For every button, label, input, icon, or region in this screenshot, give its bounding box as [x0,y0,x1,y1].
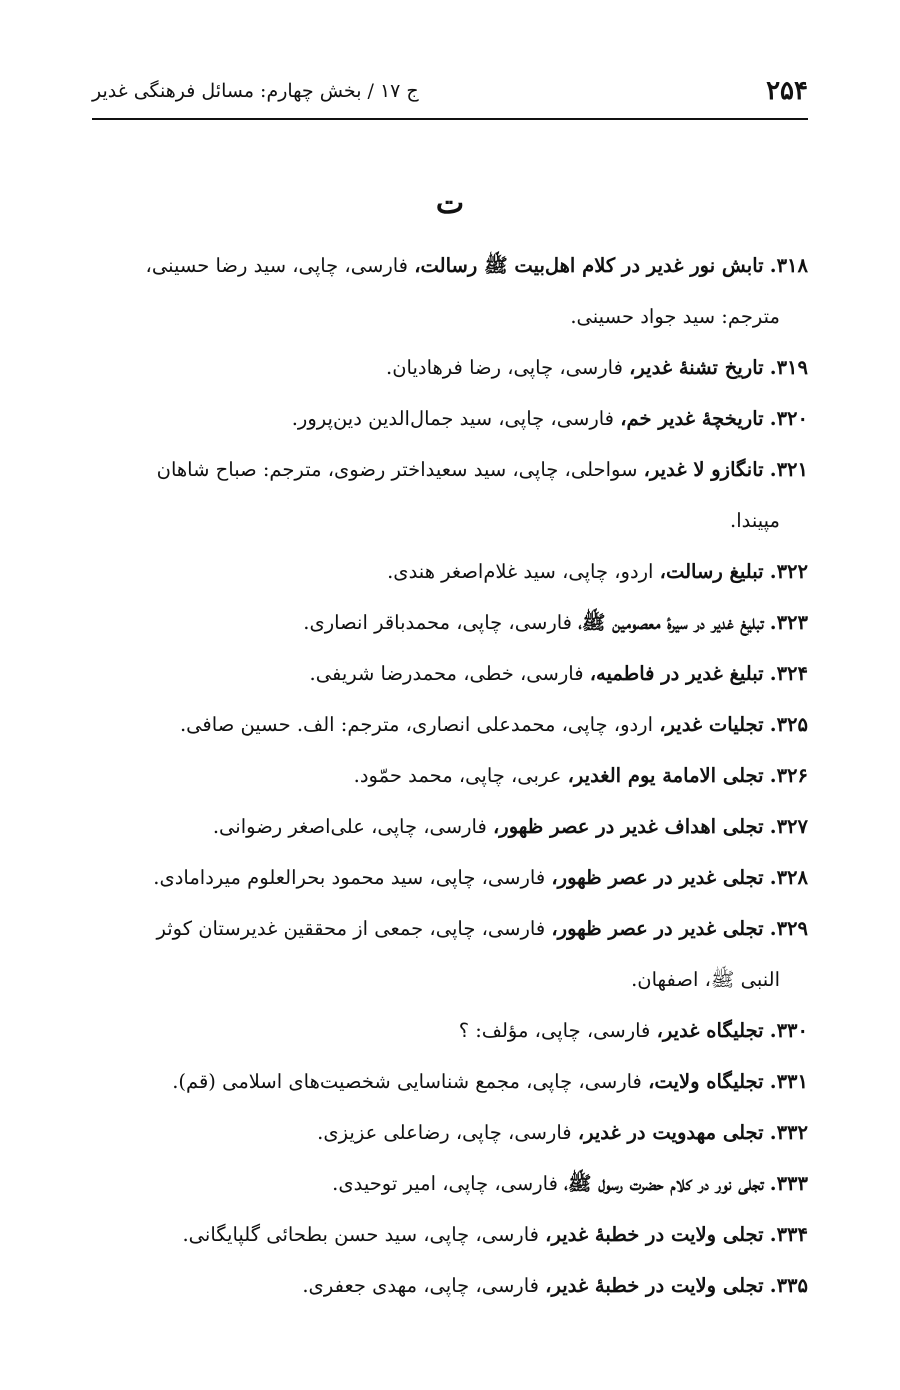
entry-333 [92,1158,808,1209]
entry-number: ۳۳۴. [769,1223,808,1246]
page-number: ۲۵۴ [766,76,808,106]
entry-number: ۳۲۱. [769,458,808,481]
running-title: ج ۱۷ / بخش چهارم: مسائل فرهنگی غدیر [92,80,419,102]
entry-326 [92,750,808,801]
entry-number: ۳۱۹. [769,356,808,379]
entry-number: ۳۲۲. [769,560,808,583]
entry-details: فارسی، چاپی، سید محمود بحرالعلوم میردامادی. [153,866,552,889]
entry-334 [92,1209,808,1260]
entry-number: ۳۲۹. [769,917,808,940]
entry-330 [92,1005,808,1056]
entry-number: ۳۳۲. [769,1121,808,1144]
entry-324 [92,648,808,699]
entry-title: تانگازو لا غدیر، [643,458,764,481]
entry-details: فارسی، چاپی، مؤلف: ؟ [458,1019,657,1042]
entry-title: تبلیغ غدیر در سیرهٔ معصومین ﷺ، [578,611,764,634]
entry-325 [92,699,808,750]
entry-328 [92,852,808,903]
entry-details: فارسی، چاپی، محمدباقر انصاری. [303,611,579,634]
entry-title: تجلی نور در کلام حضرت رسول ﷺ، [564,1172,764,1195]
entry-details: اردو، چاپی، سید غلام‌اصغر هندی. [387,560,660,583]
entry-332 [92,1107,808,1158]
entry-details: فارسی، چاپی، امیر توحیدی. [332,1172,565,1195]
entry-number: ۳۳۵. [769,1274,808,1297]
entry-number: ۳۲۷. [769,815,808,838]
entry-continuation: مپیندا. [730,509,780,532]
entry-number: ۳۲۶. [769,764,808,787]
entry-title: تجلی اهداف غدیر در عصر ظهور، [493,815,764,838]
entry-title: تجلی ولایت در خطبهٔ غدیر، [545,1274,764,1297]
entry-details: فارسی، چاپی، سید جمال‌الدین دین‌پرور. [291,407,621,430]
page-header [92,72,808,120]
entry-title: تجلیگاه ولایت، [648,1070,764,1093]
entry-number: ۳۳۳. [769,1172,808,1195]
entry-329 [92,903,808,1005]
entry-title: تجلیات غدیر، [659,713,764,736]
entry-number: ۳۲۳. [769,611,808,634]
entry-327 [92,801,808,852]
entry-details: سواحلی، چاپی، سید سعیداختر رضوی، مترجم: صباح شاهان [156,458,644,481]
entry-335 [92,1260,808,1311]
entry-number: ۳۱۸. [769,254,808,277]
entry-details: فارسی، چاپی، علی‌اصغر رضوانی. [212,815,494,838]
entry-continuation: النبی ﷺ، اصفهان. [631,968,780,991]
entry-title: تجلیگاه غدیر، [656,1019,764,1042]
entry-details: فارسی، چاپی، سید حسن بطحائی گلپایگانی. [182,1223,546,1246]
entry-details: فارسی، چاپی، مجمع شناسایی شخصیت‌های اسلامی (قم). [172,1070,649,1093]
entry-323 [92,597,808,648]
entry-321 [92,444,808,546]
entry-title: تجلی مهدویت در غدیر، [577,1121,764,1144]
entry-331 [92,1056,808,1107]
entry-number: ۳۲۰. [769,407,808,430]
entry-number: ۳۳۰. [769,1019,808,1042]
entry-number: ۳۲۵. [769,713,808,736]
entry-details: عربی، چاپی، محمد حمّود. [353,764,568,787]
entry-title: تبلیغ غدیر در فاطمیه، [589,662,764,685]
entry-details: فارسی، چاپی، مهدی جعفری. [302,1274,546,1297]
entry-details: اردو، چاپی، محمدعلی انصاری، مترجم: الف. حسین صافی. [179,713,660,736]
entry-details: فارسی، چاپی، رضا فرهادیان. [386,356,630,379]
entry-title: تجلی غدیر در عصر ظهور، [551,917,764,940]
entry-title: تجلی ولایت در خطبهٔ غدیر، [545,1223,764,1246]
entry-title: تاریخ تشنهٔ غدیر، [629,356,764,379]
entry-322 [92,546,808,597]
entry-318 [92,240,808,342]
entry-details: فارسی، چاپی، رضاعلی عزیزی. [317,1121,578,1144]
entry-title: تبلیغ رسالت، [659,560,764,583]
entry-list [92,240,808,1311]
entry-number: ۳۲۸. [769,866,808,889]
entry-title: تجلی الامامة یوم الغدیر، [567,764,764,787]
entry-319 [92,342,808,393]
entry-details: فارسی، خطی، محمدرضا شریفی. [309,662,590,685]
entry-number: ۳۲۴. [769,662,808,685]
entry-continuation: مترجم: سید جواد حسینی. [570,305,780,328]
entry-320 [92,393,808,444]
entry-number: ۳۳۱. [769,1070,808,1093]
section-letter: ت [435,186,465,221]
entry-title: تاریخچهٔ غدیر خم، [620,407,764,430]
entry-details: فارسی، چاپی، سید رضا حسینی، [145,254,415,277]
entry-details: فارسی، چاپی، جمعی از محققین غدیرستان کوثر [156,917,552,940]
entry-title: تجلی غدیر در عصر ظهور، [551,866,764,889]
entry-title: تابش نور غدیر در کلام اهل‌بیت ﷺ رسالت، [414,254,764,277]
